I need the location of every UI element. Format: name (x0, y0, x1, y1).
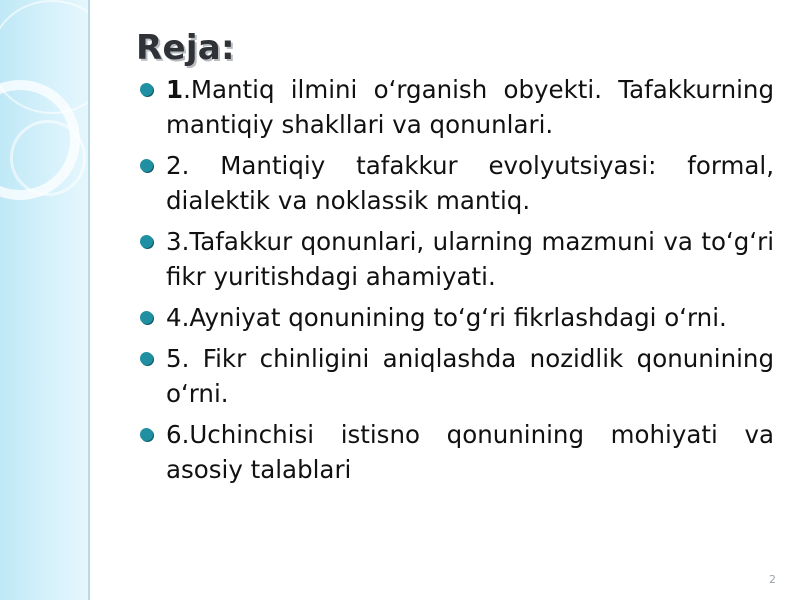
bullet-dot-icon (140, 311, 153, 324)
outline-list (140, 72, 774, 493)
item-text: 2. Mantiqiy tafakkur evolyutsiyasi: formal, dialektik va noklassik mantiq. (166, 151, 774, 215)
slide-number: 2 (769, 573, 776, 586)
item-text: 5. Fikr chinligini aniqlashda nozidlik qonunining o‘rni. (166, 344, 774, 408)
bullet-dot-icon (140, 159, 153, 172)
item-text: 3.Tafakkur qonunlari, ularning mazmuni va to‘g‘ri fikr yuritishdagi ahamiyati. (166, 227, 774, 291)
item-text: 4.Ayniyat qonunining to‘g‘ri fikrlashdagi o‘rni. (166, 303, 727, 332)
list-item (140, 300, 774, 335)
band-divider (88, 0, 90, 600)
list-item (140, 417, 774, 487)
bullet-dot-icon (140, 235, 153, 248)
item-text: 6.Uchinchisi istisno qonunining mohiyati va asosiy talablari (166, 420, 774, 484)
item-number: 1 (166, 75, 184, 104)
bullet-dot-icon (140, 352, 153, 365)
decorative-ring (10, 120, 86, 196)
item-text: .Mantiq ilmini o‘rganish obyekti. Tafakkurning mantiqiy shakllari va qonunlari. (166, 75, 774, 139)
list-item (140, 72, 774, 142)
list-item (140, 148, 774, 218)
list-item (140, 224, 774, 294)
slide-title: Reja: (136, 28, 235, 68)
list-item (140, 341, 774, 411)
bullet-dot-icon (140, 428, 153, 441)
decorative-left-band (0, 0, 90, 600)
bullet-dot-icon (140, 83, 153, 96)
